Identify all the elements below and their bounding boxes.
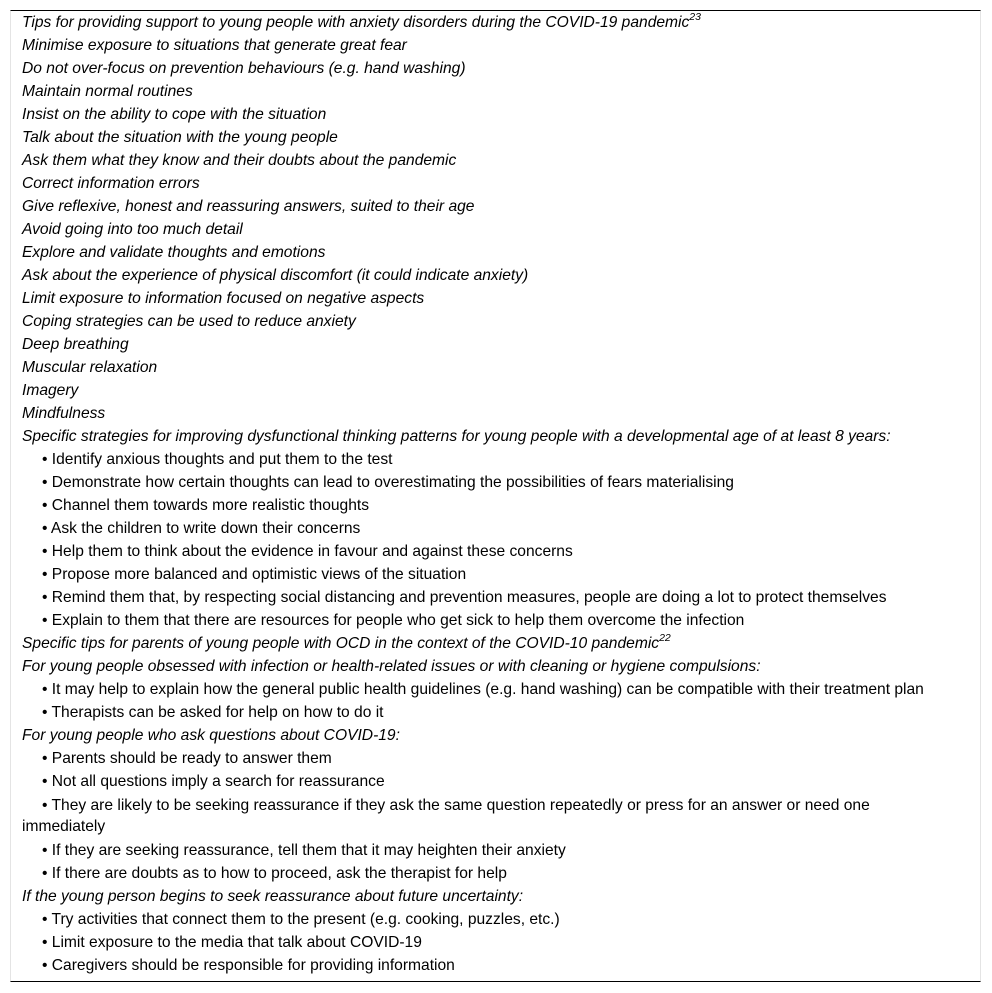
bullet-item: • If they are seeking reassurance, tell them that it may heighten their anxiety: [42, 842, 566, 859]
table-row: Do not over-focus on prevention behaviours (e.g. hand washing): [22, 60, 466, 77]
table-row: Correct information errors: [22, 175, 200, 192]
table-row: Minimise exposure to situations that generate great fear: [22, 37, 407, 54]
tips-table: [10, 10, 981, 982]
bullet-item: • Demonstrate how certain thoughts can lead to overestimating the possibilities of fears materialising: [42, 474, 734, 491]
reference-superscript: 22: [659, 632, 671, 644]
bullet-item: • Caregivers should be responsible for providing information: [42, 957, 455, 974]
bullet-item: • Identify anxious thoughts and put them to the test: [42, 451, 393, 468]
table-row: Coping strategies can be used to reduce anxiety: [22, 313, 356, 330]
section-heading-anxiety-tips: Tips for providing support to young people with anxiety disorders during the COVID-19 pandemic$^{23}$: [22, 11, 701, 31]
table-row: Ask about the experience of physical discomfort (it could indicate anxiety): [22, 267, 529, 284]
table-row: If the young person begins to seek reassurance about future uncertainty:: [22, 888, 524, 905]
bullet-item: • Remind them that, by respecting social distancing and prevention measures, people are doing a lot to protect themselves: [42, 589, 887, 606]
table-row: For young people who ask questions about COVID-19:: [22, 727, 400, 744]
table-row: Muscular relaxation: [22, 359, 158, 376]
bullet-item: • Explain to them that there are resources for people who get sick to help them overcome the infection: [42, 612, 745, 629]
table-row: Insist on the ability to cope with the situation: [22, 106, 327, 123]
table-row: Specific strategies for improving dysfunctional thinking patterns for young people with a developmental age of at least 8 years:: [22, 428, 891, 445]
section-heading-ocd-tips: Specific tips for parents of young people with OCD in the context of the COVID-10 pandemic$^{22}$: [22, 632, 671, 652]
bullet-item: • If there are doubts as to how to proceed, ask the therapist for help: [42, 865, 507, 882]
bullet-item: • They are likely to be seeking reassurance if they ask the same question repeatedly or press for an answer or need one immediately: [22, 797, 870, 835]
bullet-item: • Ask the children to write down their concerns: [42, 520, 361, 537]
table-row: Explore and validate thoughts and emotions: [22, 244, 326, 261]
bullet-item: • Limit exposure to the media that talk about COVID-19: [42, 934, 422, 951]
table-row: Mindfulness: [22, 405, 106, 422]
bullet-item: • Help them to think about the evidence in favour and against these concerns: [42, 543, 573, 560]
table-row: For young people obsessed with infection or health-related issues or with cleaning or hygiene compulsions:: [22, 658, 761, 675]
bullet-item: • It may help to explain how the general public health guidelines (e.g. hand washing) can be compatible with their treatment plan: [42, 681, 924, 698]
table-row: Talk about the situation with the young people: [22, 129, 338, 146]
table-row: Deep breathing: [22, 336, 129, 353]
bullet-item: • Channel them towards more realistic thoughts: [42, 497, 370, 514]
table-row: Maintain normal routines: [22, 83, 193, 100]
bullet-item: • Parents should be ready to answer them: [42, 750, 332, 767]
table-row: Ask them what they know and their doubts about the pandemic: [22, 152, 457, 169]
bullet-item: • Propose more balanced and optimistic views of the situation: [42, 566, 467, 583]
bullet-item: • Not all questions imply a search for reassurance: [42, 773, 385, 790]
table-row: Avoid going into too much detail: [22, 221, 243, 238]
table-row: Limit exposure to information focused on negative aspects: [22, 290, 425, 307]
table-row: Imagery: [22, 382, 79, 399]
bullet-item: • Therapists can be asked for help on how to do it: [42, 704, 384, 721]
bullet-item: • Try activities that connect them to the present (e.g. cooking, puzzles, etc.): [42, 911, 560, 928]
reference-superscript: 23: [689, 11, 701, 23]
table-row: Give reflexive, honest and reassuring answers, suited to their age: [22, 198, 475, 215]
